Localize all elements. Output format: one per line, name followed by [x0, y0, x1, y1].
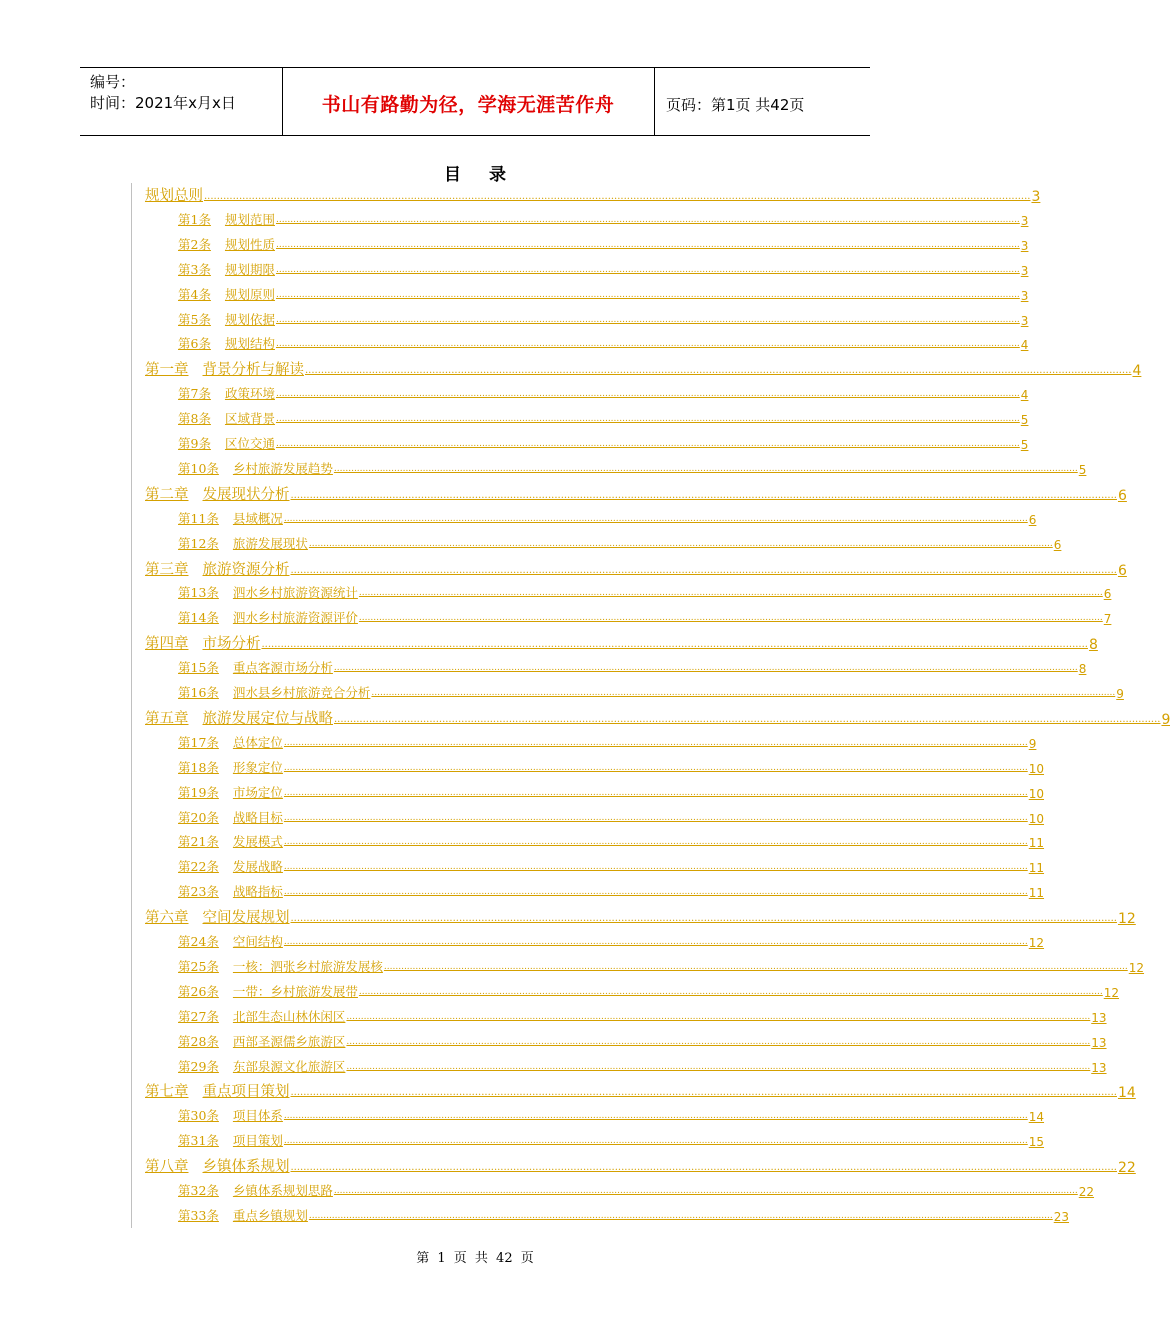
toc-entry-label: [178, 409, 275, 427]
toc-leader-dots: ....................................................................................................................................................................................................................................................................: [275, 414, 1020, 425]
toc-page-number: 6: [1117, 562, 1127, 579]
toc-entry-title: 县域概况: [232, 510, 283, 526]
toc-entry-number: 第22条: [178, 859, 219, 875]
toc-entry-title: 泗水县乡村旅游竞合分析: [232, 685, 371, 700]
toc-entry-title: 旅游发展现状: [232, 535, 308, 551]
toc-leader-dots: ....................................................................................................................................................................................................................................................................: [308, 1210, 1053, 1221]
toc-entry-label: [178, 334, 275, 352]
page-header: [80, 67, 870, 136]
toc-chapter-link[interactable]: [145, 557, 1127, 579]
toc-entry-title: 一核：泗张乡村旅游发展核: [232, 958, 383, 974]
toc-entry-number: 第三章: [145, 561, 189, 578]
toc-leader-dots: ....................................................................................................................................................................................................................................................................: [283, 812, 1028, 823]
toc-entry-number: 第25条: [178, 958, 219, 974]
toc-entry-label: [145, 1080, 290, 1101]
toc-entry-title: 重点客源市场分析: [232, 660, 333, 676]
toc-leader-dots: ....................................................................................................................................................................................................................................................................: [290, 1087, 1117, 1099]
toc-entry-title: 政策环境: [224, 386, 275, 402]
toc-page-number: 14: [1028, 1110, 1045, 1125]
toc-entry-label: [178, 583, 358, 601]
toc-leader-dots: ....................................................................................................................................................................................................................................................................: [346, 1011, 1091, 1022]
toc-entry-number: 第2条: [178, 236, 211, 252]
toc-page-number: 12: [1117, 911, 1136, 928]
toc-leader-dots: ....................................................................................................................................................................................................................................................................: [275, 314, 1020, 325]
toc-article-link[interactable]: [178, 233, 1029, 253]
toc-article-link[interactable]: [178, 880, 1045, 901]
toc-entry-number: 第17条: [178, 734, 219, 750]
toc-entry-title: 乡镇体系规划思路: [232, 1183, 333, 1198]
toc-leader-dots: ....................................................................................................................................................................................................................................................................: [305, 365, 1132, 377]
toc-entry-label: [178, 1007, 345, 1025]
toc-entry-label: [178, 957, 383, 975]
toc-article-link[interactable]: [178, 308, 1029, 328]
toc-leader-dots: ....................................................................................................................................................................................................................................................................: [290, 1162, 1117, 1174]
toc-entry-label: [178, 758, 283, 776]
toc-entry-label: [178, 982, 358, 1000]
toc-chapter-link[interactable]: [145, 1079, 1136, 1102]
document-number-label: 编号：: [90, 73, 136, 91]
toc-chapter-link[interactable]: [145, 631, 1098, 654]
toc-article-link[interactable]: [178, 532, 1062, 552]
toc-entry-number: 第8条: [178, 411, 211, 427]
toc-entry-number: 第24条: [178, 934, 219, 949]
toc-entry-title: 乡镇体系规划: [202, 1159, 290, 1176]
toc-entry-number: 第28条: [178, 1033, 219, 1049]
toc-leader-dots: ....................................................................................................................................................................................................................................................................: [383, 961, 1128, 972]
toc-entry-label: [178, 783, 283, 801]
toc-leader-dots: ....................................................................................................................................................................................................................................................................: [283, 737, 1028, 748]
toc-leader-dots: ....................................................................................................................................................................................................................................................................: [333, 463, 1078, 474]
toc-entry-label: [178, 1131, 283, 1149]
toc-page-number: 3: [1020, 288, 1029, 303]
document-time-label: 时间：2021年x月x日: [90, 94, 236, 112]
toc-leader-dots: ....................................................................................................................................................................................................................................................................: [275, 239, 1020, 250]
toc-page-number: 5: [1078, 462, 1087, 477]
toc-entry-label: [178, 1181, 333, 1199]
toc-leader-dots: ....................................................................................................................................................................................................................................................................: [358, 986, 1103, 997]
toc-entry-title: 乡村旅游发展趋势: [232, 460, 333, 476]
toc-entry-number: 第32条: [178, 1183, 219, 1198]
toc-leader-dots: ....................................................................................................................................................................................................................................................................: [333, 663, 1078, 674]
toc-page-number: 12: [1128, 960, 1145, 975]
toc-entry-title: 规划期限: [224, 261, 275, 277]
toc-entry-number: 第10条: [178, 460, 219, 476]
toc-entry-title: 规划范围: [224, 211, 275, 227]
toc-leader-dots: ....................................................................................................................................................................................................................................................................: [290, 489, 1117, 501]
toc-entry-label: [178, 832, 283, 850]
toc-leader-dots: ....................................................................................................................................................................................................................................................................: [283, 513, 1028, 524]
toc-entry-title: 区位交通: [224, 436, 275, 451]
toc-entry-title: 发展战略: [232, 859, 283, 875]
toc-article-link[interactable]: [178, 855, 1045, 876]
toc-page-number: 8: [1078, 662, 1087, 677]
toc-entry-number: 第七章: [145, 1084, 189, 1101]
toc-entry-title: 旅游发展定位与战略: [202, 710, 333, 727]
toc-entry-title: 规划总则: [145, 188, 203, 204]
toc-leader-dots: ....................................................................................................................................................................................................................................................................: [283, 937, 1028, 947]
toc-leader-dots: ....................................................................................................................................................................................................................................................................: [290, 564, 1117, 576]
toc-entry-title: 泗水乡村旅游资源统计: [232, 585, 358, 601]
toc-entry-number: 第19条: [178, 784, 219, 800]
toc-entry-label: [178, 384, 275, 402]
toc-entry-title: 背景分析与解读: [202, 362, 304, 379]
toc-entry-number: 第一章: [145, 362, 189, 379]
toc-entry-label: [178, 1032, 345, 1050]
toc-entry-number: 第1条: [178, 211, 211, 227]
toc-chapter-link[interactable]: [145, 1154, 1136, 1177]
toc-leader-dots: ....................................................................................................................................................................................................................................................................: [275, 214, 1020, 225]
toc-entry-number: 第29条: [178, 1058, 219, 1074]
toc-article-link[interactable]: [178, 1055, 1107, 1075]
toc-left-rule: [131, 183, 132, 1228]
toc-page-number: 6: [1103, 587, 1112, 602]
toc-entry-number: 第20条: [178, 809, 219, 825]
toc-page-number: 4: [1020, 338, 1029, 353]
toc-entry-title: 项目体系: [232, 1108, 283, 1124]
toc-article-link[interactable]: [178, 756, 1045, 776]
toc-article-link[interactable]: [178, 806, 1045, 826]
toc-entry-title: 战略指标: [232, 884, 283, 900]
toc-page-number: 4: [1020, 388, 1029, 403]
toc-page-number: 22: [1117, 1160, 1136, 1177]
toc-entry-label: [178, 857, 283, 875]
toc-entry-title: 战略目标: [232, 809, 283, 825]
toc-entry-label: [145, 1155, 290, 1176]
toc-entry-label: [178, 683, 370, 701]
toc-page-number: 6: [1053, 537, 1062, 552]
toc-page-number: 6: [1117, 487, 1127, 504]
toc-leader-dots: ....................................................................................................................................................................................................................................................................: [275, 264, 1020, 275]
toc-entry-label: [145, 358, 304, 379]
header-divider: [654, 68, 655, 135]
toc-entry-title: 总体定位: [232, 734, 283, 750]
toc-entry-label: [178, 608, 358, 626]
toc-entry-title: 北部生态山林休闲区: [232, 1008, 346, 1024]
toc-entry-number: 第30条: [178, 1108, 219, 1124]
toc-article-link[interactable]: [178, 980, 1120, 1000]
toc-entry-number: 第27条: [178, 1008, 219, 1024]
toc-entry-number: 第五章: [145, 710, 189, 727]
toc-entry-label: [145, 906, 290, 927]
toc-entry-number: 第7条: [178, 386, 211, 402]
toc-page-number: 9: [1116, 687, 1124, 701]
toc-entry-number: 第4条: [178, 286, 211, 302]
toc-entry-title: 泗水乡村旅游资源评价: [232, 610, 358, 626]
toc-entry-title: 空间发展规划: [202, 910, 290, 927]
toc-leader-dots: ....................................................................................................................................................................................................................................................................: [283, 1136, 1028, 1147]
toc-entry-title: 空间结构: [232, 934, 283, 949]
toc-entry-number: 第二章: [145, 486, 189, 503]
toc-article-link[interactable]: [178, 656, 1087, 677]
toc-leader-dots: ....................................................................................................................................................................................................................................................................: [283, 787, 1028, 798]
toc-leader-dots: ....................................................................................................................................................................................................................................................................: [346, 1061, 1091, 1072]
toc-entry-label: [178, 808, 283, 826]
toc-page-number: 9: [1028, 736, 1037, 751]
toc-page-number: 6: [1028, 512, 1037, 527]
toc-leader-dots: ....................................................................................................................................................................................................................................................................: [283, 1111, 1028, 1122]
toc-page-number: 10: [1028, 761, 1045, 776]
toc-entry-title: 西部圣源儒乡旅游区: [232, 1033, 346, 1049]
toc-entry-label: [145, 184, 203, 205]
toc-entry-label: [178, 932, 283, 950]
toc-article-link[interactable]: [178, 1129, 1045, 1150]
toc-article-link[interactable]: [178, 332, 1029, 353]
toc-leader-dots: ....................................................................................................................................................................................................................................................................: [290, 913, 1117, 925]
toc-entry-number: 第11条: [178, 510, 219, 526]
toc-leader-dots: ....................................................................................................................................................................................................................................................................: [346, 1036, 1091, 1047]
toc-chapter-link[interactable]: [145, 183, 1041, 205]
toc-entry-number: 第23条: [178, 884, 219, 900]
toc-page-number: 13: [1091, 1060, 1107, 1075]
toc-entry-label: [178, 260, 275, 278]
toc-leader-dots: ....................................................................................................................................................................................................................................................................: [358, 588, 1103, 599]
toc-page-number: 23: [1053, 1209, 1070, 1224]
toc-entry-title: 重点项目策划: [202, 1084, 290, 1101]
toc-article-link[interactable]: [178, 731, 1037, 751]
toc-article-link[interactable]: [178, 457, 1087, 477]
toc-page-number: 5: [1020, 438, 1029, 452]
toc-entry-title: 市场定位: [232, 784, 283, 800]
toc-entry-title: 规划依据: [224, 311, 275, 327]
toc-page-number: 3: [1020, 213, 1029, 228]
toc-leader-dots: ....................................................................................................................................................................................................................................................................: [261, 639, 1088, 651]
toc-entry-label: [178, 658, 333, 676]
toc-article-link[interactable]: [178, 382, 1029, 403]
toc-entry-title: 旅游资源分析: [202, 561, 290, 578]
toc-article-link[interactable]: [178, 208, 1029, 228]
toc-page-number: 12: [1103, 985, 1120, 1000]
toc-page-number: 10: [1028, 786, 1045, 801]
toc-page-number: 14: [1117, 1085, 1136, 1102]
toc-leader-dots: ....................................................................................................................................................................................................................................................................: [333, 1186, 1078, 1196]
toc-entry-label: [178, 509, 283, 527]
toc-entry-number: 第21条: [178, 834, 219, 850]
toc-page-number: 3: [1020, 313, 1029, 328]
toc-entry-label: [178, 882, 283, 900]
toc-leader-dots: ....................................................................................................................................................................................................................................................................: [283, 762, 1028, 773]
toc-entry-number: 第26条: [178, 983, 219, 999]
toc-entry-label: [178, 1206, 308, 1224]
toc-entry-number: 第16条: [178, 685, 219, 700]
toc-leader-dots: ....................................................................................................................................................................................................................................................................: [371, 688, 1116, 698]
toc-page-number: 3: [1031, 189, 1041, 205]
toc-entry-number: 第18条: [178, 759, 219, 775]
toc-article-link[interactable]: [178, 830, 1045, 851]
toc-entry-number: 第6条: [178, 336, 211, 352]
toc-chapter-link[interactable]: [145, 357, 1142, 380]
toc-entry-label: [178, 310, 275, 328]
toc-entry-title: 重点乡镇规划: [232, 1207, 308, 1223]
page-footer: 第 1 页 共 42 页: [416, 1251, 534, 1266]
toc-leader-dots: ....................................................................................................................................................................................................................................................................: [204, 191, 1031, 202]
toc-article-link[interactable]: [178, 581, 1112, 602]
toc-page-number: 10: [1028, 811, 1045, 826]
toc-article-link[interactable]: [178, 955, 1145, 975]
toc-leader-dots: ....................................................................................................................................................................................................................................................................: [283, 837, 1028, 848]
toc-entry-title: 规划原则: [224, 286, 275, 302]
toc-entry-label: [178, 534, 308, 552]
toc-leader-dots: ....................................................................................................................................................................................................................................................................: [283, 887, 1028, 898]
toc-entry-number: 第9条: [178, 436, 211, 451]
toc-page-number: 3: [1020, 263, 1029, 278]
toc-article-link[interactable]: [178, 407, 1029, 428]
toc-article-link[interactable]: [178, 258, 1029, 278]
toc-leader-dots: ....................................................................................................................................................................................................................................................................: [358, 613, 1103, 624]
toc-entry-title: 规划结构: [224, 336, 275, 352]
toc-entry-number: 第13条: [178, 585, 219, 601]
toc-article-link[interactable]: [178, 930, 1045, 950]
toc-chapter-link[interactable]: [145, 905, 1136, 928]
toc-entry-title: 形象定位: [232, 759, 283, 775]
toc-entry-title: 发展现状分析: [202, 486, 290, 503]
toc-page-number: 9: [1161, 711, 1170, 728]
toc-entry-label: [178, 434, 275, 452]
toc-article-link[interactable]: [178, 781, 1045, 801]
toc-article-link[interactable]: [178, 1179, 1095, 1199]
toc-article-link[interactable]: [178, 507, 1037, 527]
toc-entry-number: 第5条: [178, 311, 211, 327]
header-page-info: 页码：第1页 共42页: [666, 96, 805, 114]
toc-entry-label: [145, 558, 290, 579]
toc-article-link[interactable]: [178, 432, 1029, 452]
toc-leader-dots: ....................................................................................................................................................................................................................................................................: [275, 389, 1020, 400]
toc-entry-number: 第四章: [145, 636, 189, 653]
toc-leader-dots: ....................................................................................................................................................................................................................................................................: [275, 439, 1020, 449]
toc-chapter-link[interactable]: [145, 482, 1127, 504]
toc-entry-number: 第八章: [145, 1159, 189, 1176]
toc-entry-label: [178, 285, 275, 303]
toc-leader-dots: ....................................................................................................................................................................................................................................................................: [334, 713, 1161, 725]
toc-entry-label: [145, 483, 290, 504]
toc-entry-number: 第六章: [145, 910, 189, 927]
header-motto: 书山有路勤为径，学海无涯苦作舟: [321, 94, 615, 116]
toc-page-number: 12: [1028, 936, 1045, 950]
toc-article-link[interactable]: [178, 283, 1029, 303]
toc-page-number: 22: [1078, 1185, 1095, 1199]
toc-entry-label: [178, 235, 275, 253]
toc-article-link[interactable]: [178, 681, 1124, 701]
toc-entry-title: 一带：乡村旅游发展带: [232, 983, 358, 999]
toc-leader-dots: ....................................................................................................................................................................................................................................................................: [275, 289, 1020, 300]
toc-entry-title: 区域背景: [224, 411, 275, 427]
toc-page-number: 11: [1028, 861, 1045, 876]
toc-entry-number: 第33条: [178, 1207, 219, 1223]
toc-leader-dots: ....................................................................................................................................................................................................................................................................: [283, 862, 1028, 873]
toc-article-link[interactable]: [178, 1030, 1107, 1050]
toc-article-link[interactable]: [178, 1204, 1070, 1224]
toc-page-number: 13: [1091, 1035, 1107, 1050]
toc-article-link[interactable]: [178, 1005, 1107, 1025]
toc-entry-label: [178, 459, 333, 477]
toc-page-number: 11: [1028, 886, 1045, 901]
toc-page-number: 3: [1020, 238, 1029, 253]
toc-leader-dots: ....................................................................................................................................................................................................................................................................: [275, 339, 1020, 350]
toc-page-number: 11: [1028, 836, 1045, 851]
toc-page-number: 7: [1103, 612, 1112, 627]
toc-title: 目录: [444, 165, 534, 185]
toc-entry-label: [178, 1106, 283, 1124]
toc-entry-label: [178, 1057, 345, 1075]
toc-entry-label: [145, 707, 333, 728]
toc-entry-number: 第15条: [178, 660, 219, 676]
toc-entry-title: 项目策划: [232, 1133, 283, 1149]
toc-page-number: 13: [1091, 1010, 1107, 1025]
toc-entry-title: 发展模式: [232, 834, 283, 850]
toc-page-number: 8: [1088, 637, 1098, 654]
toc-entry-label: [178, 733, 283, 751]
toc-chapter-link[interactable]: [145, 706, 1170, 728]
toc-entry-title: 东部泉源文化旅游区: [232, 1058, 346, 1074]
toc-page-number: 5: [1020, 413, 1029, 428]
toc-entry-title: 规划性质: [224, 236, 275, 252]
toc-entry-number: 第14条: [178, 610, 219, 626]
toc-article-link[interactable]: [178, 1104, 1045, 1125]
toc-entry-number: 第31条: [178, 1133, 219, 1149]
toc-page-number: 15: [1028, 1135, 1045, 1150]
toc-entry-title: 市场分析: [202, 636, 261, 653]
toc-entry-label: [178, 210, 275, 228]
toc-article-link[interactable]: [178, 606, 1112, 627]
toc-entry-number: 第3条: [178, 261, 211, 277]
toc-page-number: 4: [1132, 363, 1142, 380]
toc-leader-dots: ....................................................................................................................................................................................................................................................................: [308, 538, 1053, 549]
toc-entry-number: 第12条: [178, 535, 219, 551]
toc-entry-label: [145, 632, 261, 653]
header-meta: [90, 72, 236, 114]
